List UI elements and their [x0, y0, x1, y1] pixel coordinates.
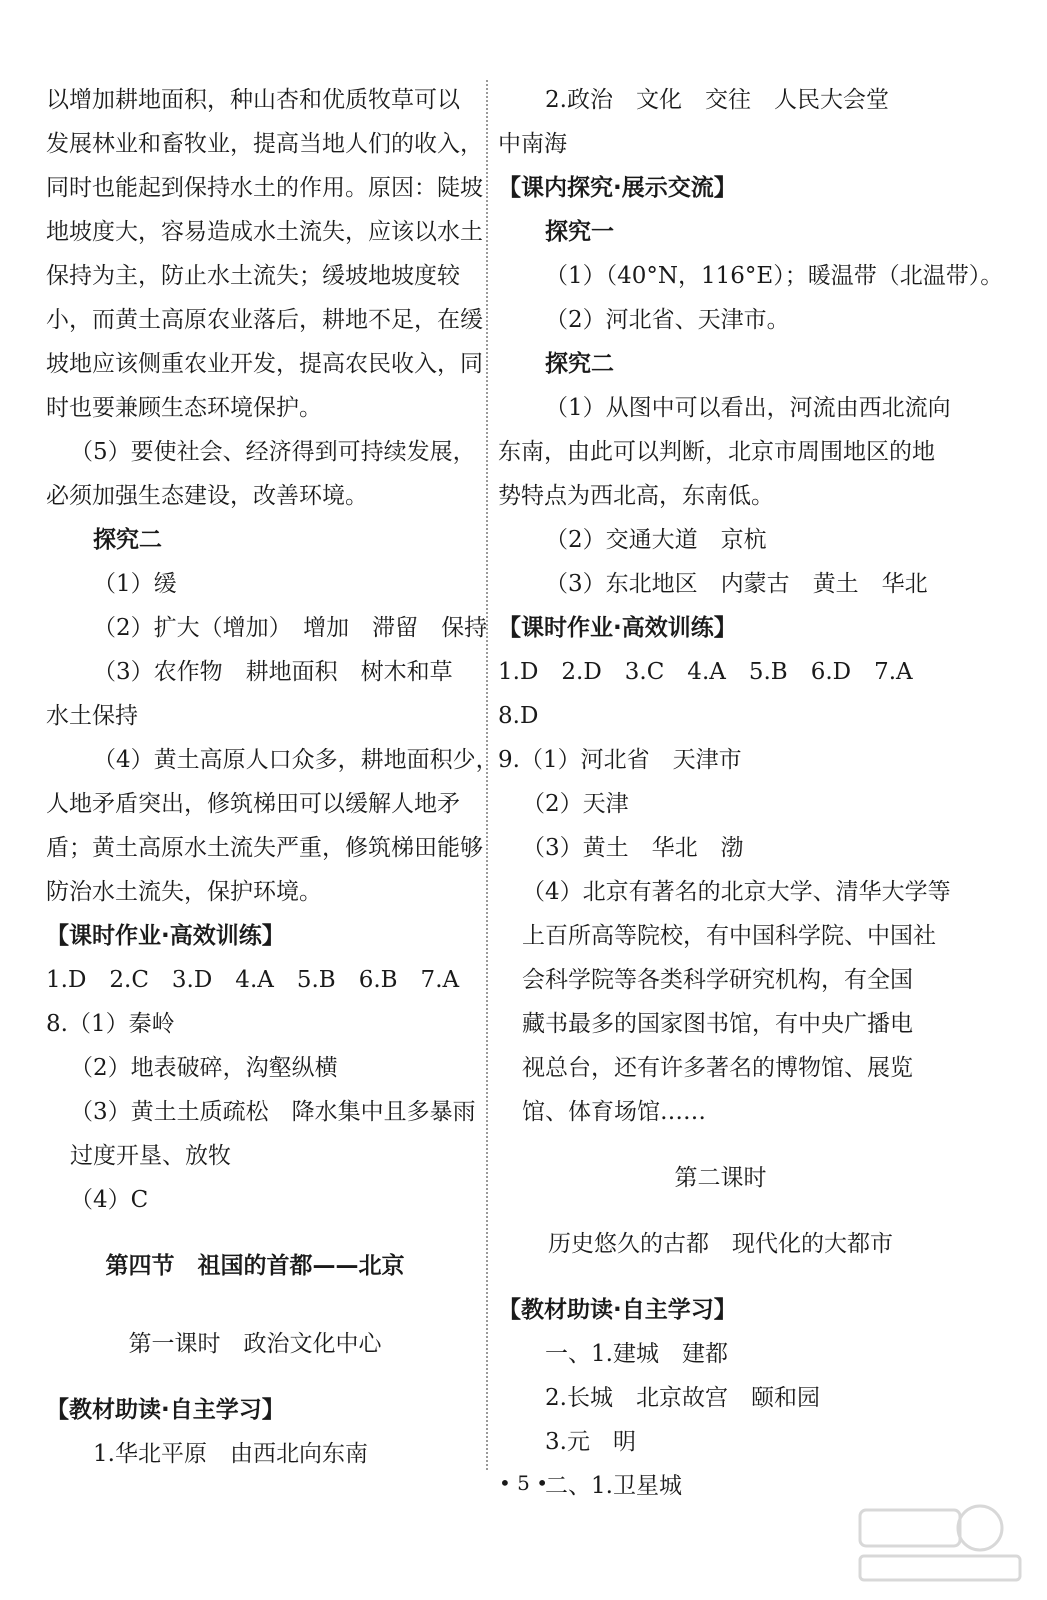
homework-answer-8: 8.D	[498, 703, 539, 729]
reading-section-title: 【教材助读·自主学习】	[498, 1297, 737, 1323]
explore-two-answer-3	[46, 650, 464, 738]
lesson-two-title: 第二课时	[674, 1165, 767, 1191]
text-line: （4）北京有著名的北京大学、清华大学等	[522, 879, 951, 905]
explore-two-answer-1: （1）缓	[93, 571, 177, 597]
reading-answer-2	[498, 78, 943, 166]
text-line: 人地矛盾突出，修筑梯田可以缓解人地矛	[46, 791, 460, 817]
homework-answer-8-3-cont: 过度开垦、放牧	[70, 1143, 231, 1169]
text-line: 保持为主，防止水土流失；缓坡地坡度较	[46, 263, 460, 289]
text-line: 馆、体育场馆……	[522, 1099, 706, 1125]
explore-two-title: 探究二	[545, 351, 614, 377]
text-line: 必须加强生态建设，改善环境。	[46, 483, 368, 509]
text-line: 地坡度大，容易造成水土流失，应该以水土	[46, 219, 483, 245]
text-line: 发展林业和畜牧业，提高当地人们的收入，	[46, 131, 483, 157]
homework-choice-answers: 1.D 2.D 3.C 4.A 5.B 6.D 7.A	[498, 659, 913, 685]
answer-paragraph-4-continued	[46, 78, 483, 430]
section-title: 第四节 祖国的首都——北京	[105, 1253, 405, 1279]
explore-section-title: 【课内探究·展示交流】	[498, 175, 737, 201]
explore-two-answer-1	[498, 386, 951, 518]
lesson-two-subtitle: 历史悠久的古都 现代化的大都市	[548, 1231, 893, 1257]
explore-two-answer-3: （3）东北地区 内蒙古 黄土 华北	[545, 571, 928, 597]
text-line: 水土保持	[46, 703, 138, 729]
reading-section-title: 【教材助读·自主学习】	[46, 1397, 285, 1423]
text-line: 会科学院等各类科学研究机构，有全国	[522, 967, 913, 993]
homework-answer-9-4	[498, 870, 951, 1134]
homework-answer-8-1: 8.（1）秦岭	[46, 1011, 175, 1037]
homework-answer-9-1: 9.（1）河北省 天津市	[498, 747, 742, 773]
text-line: 中南海	[498, 131, 567, 157]
homework-answer-9-3: （3）黄土 华北 渤	[522, 835, 744, 861]
text-line: （5）要使社会、经济得到可持续发展，	[70, 439, 476, 465]
explore-two-answer-2: （2）扩大（增加） 增加 滞留 保持	[93, 615, 488, 641]
homework-choice-answers: 1.D 2.C 3.D 4.A 5.B 6.B 7.A	[46, 967, 460, 993]
homework-section-title: 【课时作业·高效训练】	[46, 923, 285, 949]
text-line: 势特点为西北高，东南低。	[498, 483, 774, 509]
text-line: 坡地应该侧重农业开发，提高农民收入，同	[46, 351, 483, 377]
explore-one-title: 探究一	[545, 219, 614, 245]
text-line: 2.政治 文化 交往 人民大会堂	[545, 87, 889, 113]
explore-one-answer-1: （1）（40°N，116°E）；暖温带（北温带）。	[545, 263, 1004, 289]
text-line: 时也要兼顾生态环境保护。	[46, 395, 322, 421]
homework-answer-8-3: （3）黄土土质疏松 降水集中且多暴雨	[70, 1099, 476, 1125]
explore-one-answer-2: （2）河北省、天津市。	[545, 307, 790, 333]
text-line: 盾；黄土高原水土流失严重，修筑梯田能够	[46, 835, 483, 861]
text-line: 防治水土流失，保护环境。	[46, 879, 322, 905]
text-line: （1）从图中可以看出，河流由西北流向	[545, 395, 951, 421]
reading-answer-2: 2.长城 北京故宫 颐和园	[545, 1385, 820, 1411]
answer-paragraph-5	[46, 430, 476, 518]
reading-answer-1: 1.华北平原 由西北向东南	[93, 1441, 368, 1467]
homework-answer-8-4: （4）C	[70, 1187, 149, 1213]
homework-answer-9-2: （2）天津	[522, 791, 629, 817]
right-column	[498, 78, 1004, 1508]
explore-two-answer-2: （2）交通大道 京杭	[545, 527, 767, 553]
left-column	[46, 78, 499, 1476]
lesson-title: 第一课时 政治文化中心	[128, 1331, 382, 1357]
text-line: 小，而黄土高原农业落后，耕地不足，在缓	[46, 307, 483, 333]
explore-two-title: 探究二	[93, 527, 162, 553]
watermark-logo	[850, 1500, 1030, 1590]
text-line: （4）黄土高原人口众多，耕地面积少，	[93, 747, 499, 773]
text-line: 以增加耕地面积，种山杏和优质牧草可以	[46, 87, 460, 113]
homework-section-title: 【课时作业·高效训练】	[498, 615, 737, 641]
text-line: 藏书最多的国家图书馆，有中央广播电	[522, 1011, 913, 1037]
reading-answer-4: 二、1.卫星城	[545, 1473, 682, 1499]
text-line: 视总台，还有许多著名的博物馆、展览	[522, 1055, 913, 1081]
text-line: 同时也能起到保持水土的作用。原因：陡坡	[46, 175, 483, 201]
text-line: 上百所高等院校，有中国科学院、中国社	[522, 923, 936, 949]
homework-answer-8-2: （2）地表破碎，沟壑纵横	[70, 1055, 338, 1081]
text-line: （3）农作物 耕地面积 树木和草	[93, 659, 453, 685]
explore-two-answer-4	[46, 738, 499, 914]
reading-answer-1: 一、1.建城 建都	[545, 1341, 728, 1367]
reading-answer-3: 3.元 明	[545, 1429, 636, 1455]
page-number: • 5 •	[498, 1471, 549, 1495]
text-line: 东南，由此可以判断，北京市周围地区的地	[498, 439, 935, 465]
column-divider	[486, 80, 488, 1470]
